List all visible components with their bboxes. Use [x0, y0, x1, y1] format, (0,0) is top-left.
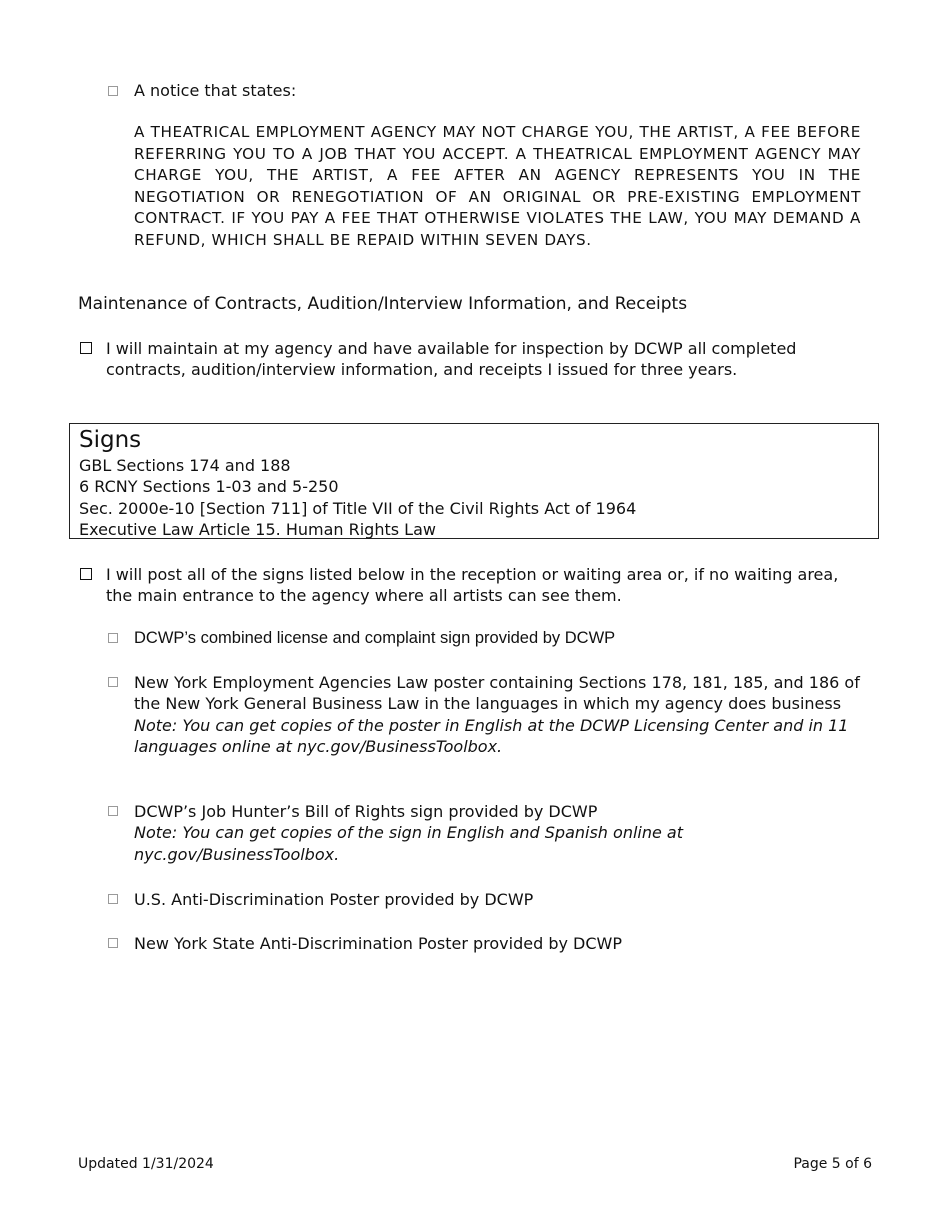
sign-item-bill-of-rights	[134, 801, 874, 865]
signs-ref-gbl: GBL Sections 174 and 188	[79, 456, 291, 475]
sign-item-employment-law-poster	[134, 672, 874, 757]
sign-item-text: U.S. Anti-Discrimination Poster provided by DCWP	[134, 890, 534, 909]
notice-checkbox[interactable]	[108, 86, 118, 96]
sign-item-us-anti-discrimination	[134, 889, 874, 910]
sign-item-text: DCWP’s Job Hunter’s Bill of Rights sign provided by DCWP	[134, 802, 598, 821]
signs-title: Signs	[79, 427, 142, 453]
sign-item-text: New York Employment Agencies Law poster containing Sections 178, 181, 185, and 186 of the New York General Business Law in the languages in which my agency does business	[134, 673, 860, 714]
signs-ref-civil-rights: Sec. 2000e-10 [Section 711] of Title VII of the Civil Rights Act of 1964	[79, 498, 637, 518]
post-signs-item-text: I will post all of the signs listed below in the reception or waiting area or, if no waiting area, the main entrance to the agency where all artists can see them.	[106, 565, 839, 605]
maintenance-checkbox[interactable]	[80, 342, 92, 354]
post-signs-checkbox[interactable]	[80, 568, 92, 580]
signs-ref-executive-law: Executive Law Article 15. Human Rights Law	[79, 519, 436, 539]
sign-item-note: Note: You can get copies of the poster in English at the DCWP Licensing Center and in 11 languages online at nyc.gov/BusinessToolbox.	[134, 715, 849, 756]
sign-checkbox-employment-law-poster[interactable]	[108, 677, 118, 687]
sign-item-text: DCWP’s combined license and complaint sign provided by DCWP	[134, 629, 616, 647]
maintenance-heading: Maintenance of Contracts, Audition/Interview Information, and Receipts	[78, 294, 688, 314]
sign-item-text: New York State Anti-Discrimination Poster provided by DCWP	[134, 934, 622, 953]
sign-item-license	[134, 628, 874, 649]
footer-page-number: Page 5 of 6	[793, 1156, 872, 1172]
sign-item-ny-anti-discrimination	[134, 933, 874, 954]
signs-ref-rcny: 6 RCNY Sections 1-03 and 5-250	[79, 477, 339, 497]
sign-checkbox-bill-of-rights[interactable]	[108, 806, 118, 816]
maintenance-item-text: I will maintain at my agency and have available for inspection by DCWP all completed contracts, audition/interview information, and receipts I issued for three years.	[106, 339, 797, 379]
footer-updated-date: Updated 1/31/2024	[78, 1156, 214, 1172]
sign-checkbox-ny-anti-discrimination[interactable]	[108, 938, 118, 948]
sign-checkbox-us-anti-discrimination[interactable]	[108, 894, 118, 904]
sign-item-note: Note: You can get copies of the sign in English and Spanish online at nyc.gov/BusinessToolbox.	[134, 823, 683, 864]
notice-text: A THEATRICAL EMPLOYMENT AGENCY MAY NOT CHARGE YOU, THE ARTIST, A FEE BEFORE REFERRING YOU TO A JOB THAT YOU ACCEPT. A THEATRICAL EMPLOYMENT AGENCY MAY CHARGE YOU, THE ARTIST, A FEE AFTER AN AGENCY REPRESENTS YOU IN THE NEGOTIATION OR RENEGOTIATION OF AN ORIGINAL OR PRE-EXISTING EMPLOYMENT CONTRACT. IF YOU PAY A FEE THAT OTHERWISE VIOLATES THE LAW, YOU MAY DEMAND A REFUND, WHICH SHALL BE REPAID WITHIN SEVEN DAYS.	[134, 123, 861, 249]
notice-intro: A notice that states:	[134, 81, 297, 100]
sign-checkbox-license[interactable]	[108, 633, 118, 643]
signs-section-box	[69, 423, 879, 539]
